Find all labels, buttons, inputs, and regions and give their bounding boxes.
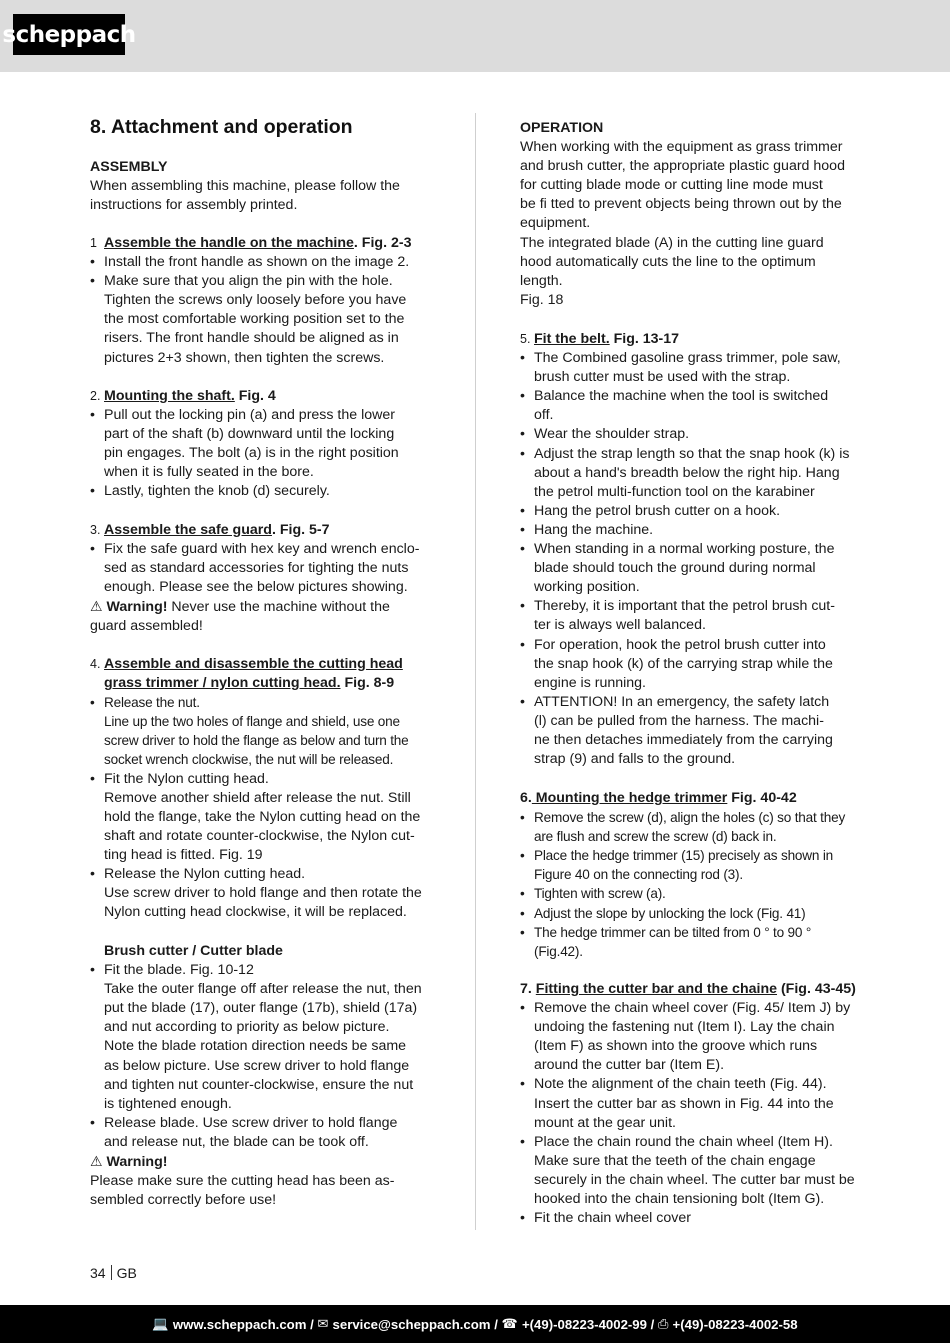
list-item-cont: socket wrench clockwise, the nut will be released. <box>104 752 394 768</box>
list-item-cont: enough. Please see the below pictures showing. <box>104 579 408 596</box>
list-item-cont: when it is fully seated in the bore. <box>104 464 314 481</box>
step-4-heading-cont: grass trimmer / nylon cutting head. Fig. 8-9 <box>104 675 395 692</box>
list-item: • Fit the blade. Fig. 10-12 <box>90 961 430 980</box>
list-item-cont: and tighten nut counter-clockwise, ensure the nut <box>104 1076 414 1093</box>
section-title: 8. Attachment and operation <box>90 116 353 138</box>
scheppach-logo: scheppach <box>13 14 125 55</box>
list-item: • Install the front handle as shown on the image 2. <box>90 253 430 272</box>
warning-text: Please make sure the cutting head has been as- <box>90 1173 395 1190</box>
text-line: The integrated blade (A) in the cutting line guard <box>520 234 824 251</box>
step-3 <box>90 521 430 637</box>
list-item-cont: ter is always well balanced. <box>534 617 706 634</box>
assembly-heading: ASSEMBLY <box>90 159 168 175</box>
list-item-cont: pictures 2+3 shown, then tighten the screws. <box>104 349 385 366</box>
page-footer <box>0 1305 950 1343</box>
text-line: When working with the equipment as grass trimmer <box>520 139 843 156</box>
text-line: Fig. 18 <box>520 291 564 308</box>
list-item-cont: strap (9) and falls to the ground. <box>534 751 736 768</box>
step-1 <box>90 234 430 368</box>
list-item: • Fit the chain wheel cover <box>520 1209 860 1228</box>
list-item-cont: blade should touch the ground during normal <box>534 560 816 577</box>
step-6 <box>520 789 860 961</box>
telephone-icon: ☎ <box>501 1316 518 1331</box>
list-item-cont: about a hand's breadth below the right hip. Hang <box>534 464 840 481</box>
page-number: 34 GB <box>90 1265 137 1281</box>
list-item-cont: the snap hook (k) of the carrying strap while the <box>534 655 833 672</box>
computer-icon: 💻 <box>152 1316 169 1331</box>
list-item: • Hang the machine. <box>520 521 860 540</box>
step-7 <box>520 980 860 1228</box>
text-line: for cutting blade mode or cutting line mode must <box>520 177 823 194</box>
list-item: • The Combined gasoline grass trimmer, pole saw, <box>520 349 860 368</box>
fax-icon: ⎙ <box>657 1316 669 1331</box>
list-item-cont: Insert the cutter bar as shown in Fig. 44 into the <box>534 1095 834 1112</box>
list-item-cont: off. <box>534 407 554 424</box>
list-item: • Balance the machine when the tool is switched <box>520 387 860 406</box>
list-item: • When standing in a normal working posture, the <box>520 540 860 559</box>
website-link[interactable]: www.scheppach.com / <box>172 1316 314 1332</box>
step-7-list <box>520 999 860 1228</box>
list-item-cont: Use screw driver to hold flange and then rotate the <box>104 885 422 902</box>
operation-text <box>520 138 860 310</box>
list-item-cont: Figure 40 on the connecting rod (3). <box>534 867 743 883</box>
warning-triangle-icon: ⚠ <box>90 1153 103 1170</box>
envelope-icon: ✉ <box>317 1316 329 1331</box>
warning-note: ⚠ Warning! <box>90 1153 168 1171</box>
warning-note: ⚠ Warning! Never use the machine without the <box>90 598 390 616</box>
brush-cutter-heading: Brush cutter / Cutter blade <box>104 943 283 959</box>
list-item: • Remove the screw (d), align the holes (c) so that they <box>520 808 860 827</box>
operation-block <box>520 119 860 310</box>
list-item-cont: hooked into the chain tensioning bolt (Item G). <box>534 1191 825 1208</box>
list-item: • Release the Nylon cutting head. <box>90 865 430 884</box>
list-item: • Fix the safe guard with hex key and wrench enclo- <box>90 540 430 559</box>
step-5 <box>520 330 860 769</box>
operation-heading: OPERATION <box>520 120 604 136</box>
list-item-cont: Line up the two holes of flange and shield, use one <box>104 714 400 730</box>
list-item-cont: mount at the gear unit. <box>534 1114 676 1131</box>
step-5-heading: 5. Fit the belt. Fig. 13-17 <box>520 331 680 347</box>
list-item-cont: brush cutter must be used with the strap. <box>534 369 791 386</box>
list-item-cont: hold the flange, take the Nylon cutting head on the <box>104 808 421 825</box>
list-item-cont: securely in the chain wheel. The cutter bar must be <box>534 1171 855 1188</box>
step-3-heading: 3. Assemble the safe guard. Fig. 5-7 <box>90 522 330 538</box>
phone-number: +(49)-08223-4002-99 / <box>521 1316 655 1332</box>
list-item: • The hedge trimmer can be tilted from 0 ° to 90 ° <box>520 923 860 942</box>
list-item-cont: Remove another shield after release the nut. Still <box>104 789 411 806</box>
column-divider <box>475 113 476 1230</box>
brush-cutter-section <box>90 942 430 1210</box>
warning-text: sembled correctly before use! <box>90 1192 277 1209</box>
list-item-cont: Nylon cutting head clockwise, it will be replaced. <box>104 904 407 921</box>
list-item-cont: ne then detaches immediately from the carrying <box>534 731 833 748</box>
list-item: • Fit the Nylon cutting head. <box>90 770 430 789</box>
step-1-heading: 1 Assemble the handle on the machine. Fig. 2-3 <box>90 235 412 251</box>
step-4 <box>90 655 430 922</box>
list-item-cont: shaft and rotate counter-clockwise, the Nylon cut- <box>104 827 415 844</box>
list-item-cont: around the cutter bar (Item E). <box>534 1057 725 1074</box>
text-line: length. <box>520 272 563 289</box>
warning-triangle-icon: ⚠ <box>90 598 103 615</box>
list-item: • Remove the chain wheel cover (Fig. 45/ Item J) by <box>520 999 860 1018</box>
list-item-cont: pin engages. The bolt (a) is in the right position <box>104 445 399 462</box>
list-item: • Tighten with screw (a). <box>520 884 860 903</box>
list-item-cont: engine is running. <box>534 674 647 691</box>
step-5-list <box>520 349 860 769</box>
list-item: • Note the alignment of the chain teeth (Fig. 44). <box>520 1075 860 1094</box>
list-item-cont: are flush and screw the screw (d) back in. <box>534 829 777 845</box>
text-line: be fi tted to prevent objects being thrown out by the <box>520 196 842 213</box>
list-item: • Make sure that you align the pin with the hole. <box>90 272 430 291</box>
list-item: • Place the hedge trimmer (15) precisely as shown in <box>520 846 860 865</box>
list-item: • Adjust the slope by unlocking the lock (Fig. 41) <box>520 904 860 923</box>
list-item-cont: Make sure that the teeth of the chain engage <box>534 1152 816 1169</box>
list-item-cont: the petrol multi-function tool on the karabiner <box>534 483 815 500</box>
list-item-cont: (Fig.42). <box>534 943 583 959</box>
warning-note-cont: guard assembled! <box>90 618 203 635</box>
list-item-cont: screw driver to hold the flange as below and turn the <box>104 733 409 749</box>
list-item-cont: put the blade (17), outer flange (17b), shield (17a) <box>104 1000 418 1017</box>
list-item-cont: part of the shaft (b) downward until the locking <box>104 426 395 443</box>
assembly-intro-line: When assembling this machine, please follow the <box>90 178 400 195</box>
list-item-cont: working position. <box>534 579 640 596</box>
email-link[interactable]: service@scheppach.com / <box>332 1316 498 1332</box>
text-line: and brush cutter, the appropriate plastic guard hood <box>520 158 845 175</box>
list-item-cont: risers. The front handle should be aligned as in <box>104 330 399 347</box>
list-item: • Wear the shoulder strap. <box>520 425 860 444</box>
list-item-cont: Note the blade rotation direction needs be same <box>104 1038 407 1055</box>
list-item-cont: ting head is fitted. Fig. 19 <box>104 846 263 863</box>
list-item-cont: (l) can be pulled from the harness. The machi- <box>534 712 824 729</box>
list-item: • Thereby, it is important that the petrol brush cut- <box>520 597 860 616</box>
list-item: • Lastly, tighten the knob (d) securely. <box>90 482 430 501</box>
list-item: • For operation, hook the petrol brush cutter into <box>520 636 860 655</box>
assembly-block <box>90 158 430 215</box>
list-item: • ATTENTION! In an emergency, the safety latch <box>520 693 860 712</box>
list-item: • Pull out the locking pin (a) and press the lower <box>90 406 430 425</box>
text-line: hood automatically cuts the line to the optimum <box>520 253 816 270</box>
step-4-heading: 4. Assemble and disassemble the cutting head <box>90 656 403 672</box>
step-6-heading: 6. Mounting the hedge trimmer Fig. 40-42 <box>520 790 797 806</box>
list-item: • Release the nut. <box>90 693 430 712</box>
step-6-list <box>520 808 860 961</box>
list-item: • Release blade. Use screw driver to hold flange <box>90 1114 430 1133</box>
list-item: • Hang the petrol brush cutter on a hook. <box>520 502 860 521</box>
list-item-cont: Take the outer flange off after release the nut, then <box>104 981 422 998</box>
list-item-cont: as below picture. Use screw driver to hold flange <box>104 1057 410 1074</box>
list-item-cont: is tightened enough. <box>104 1095 232 1112</box>
page-header <box>0 0 950 72</box>
step-2-heading: 2. Mounting the shaft. Fig. 4 <box>90 388 276 404</box>
list-item-cont: sed as standard accessories for tighting the nuts <box>104 560 409 577</box>
list-item-cont: Tighten the screws only loosely before you have <box>104 292 407 309</box>
list-item-cont: the most comfortable working position set to the <box>104 311 405 328</box>
list-item: • Place the chain round the chain wheel (Item H). <box>520 1133 860 1152</box>
list-item-cont: undoing the fastening nut (Item I). Lay the chain <box>534 1019 835 1036</box>
step-7-heading: 7. Fitting the cutter bar and the chaine (Fig. 43-45) <box>520 981 856 997</box>
fax-number: +(49)-08223-4002-58 <box>672 1316 798 1332</box>
list-item: • Adjust the strap length so that the snap hook (k) is <box>520 445 860 464</box>
step-2 <box>90 387 430 502</box>
list-item-cont: (Item F) as shown into the groove which runs <box>534 1038 818 1055</box>
text-line: equipment. <box>520 215 591 232</box>
list-item-cont: and nut according to priority as below picture. <box>104 1019 390 1036</box>
list-item-cont: and release nut, the blade can be took off. <box>104 1133 369 1150</box>
assembly-intro-line: instructions for assembly printed. <box>90 197 298 214</box>
